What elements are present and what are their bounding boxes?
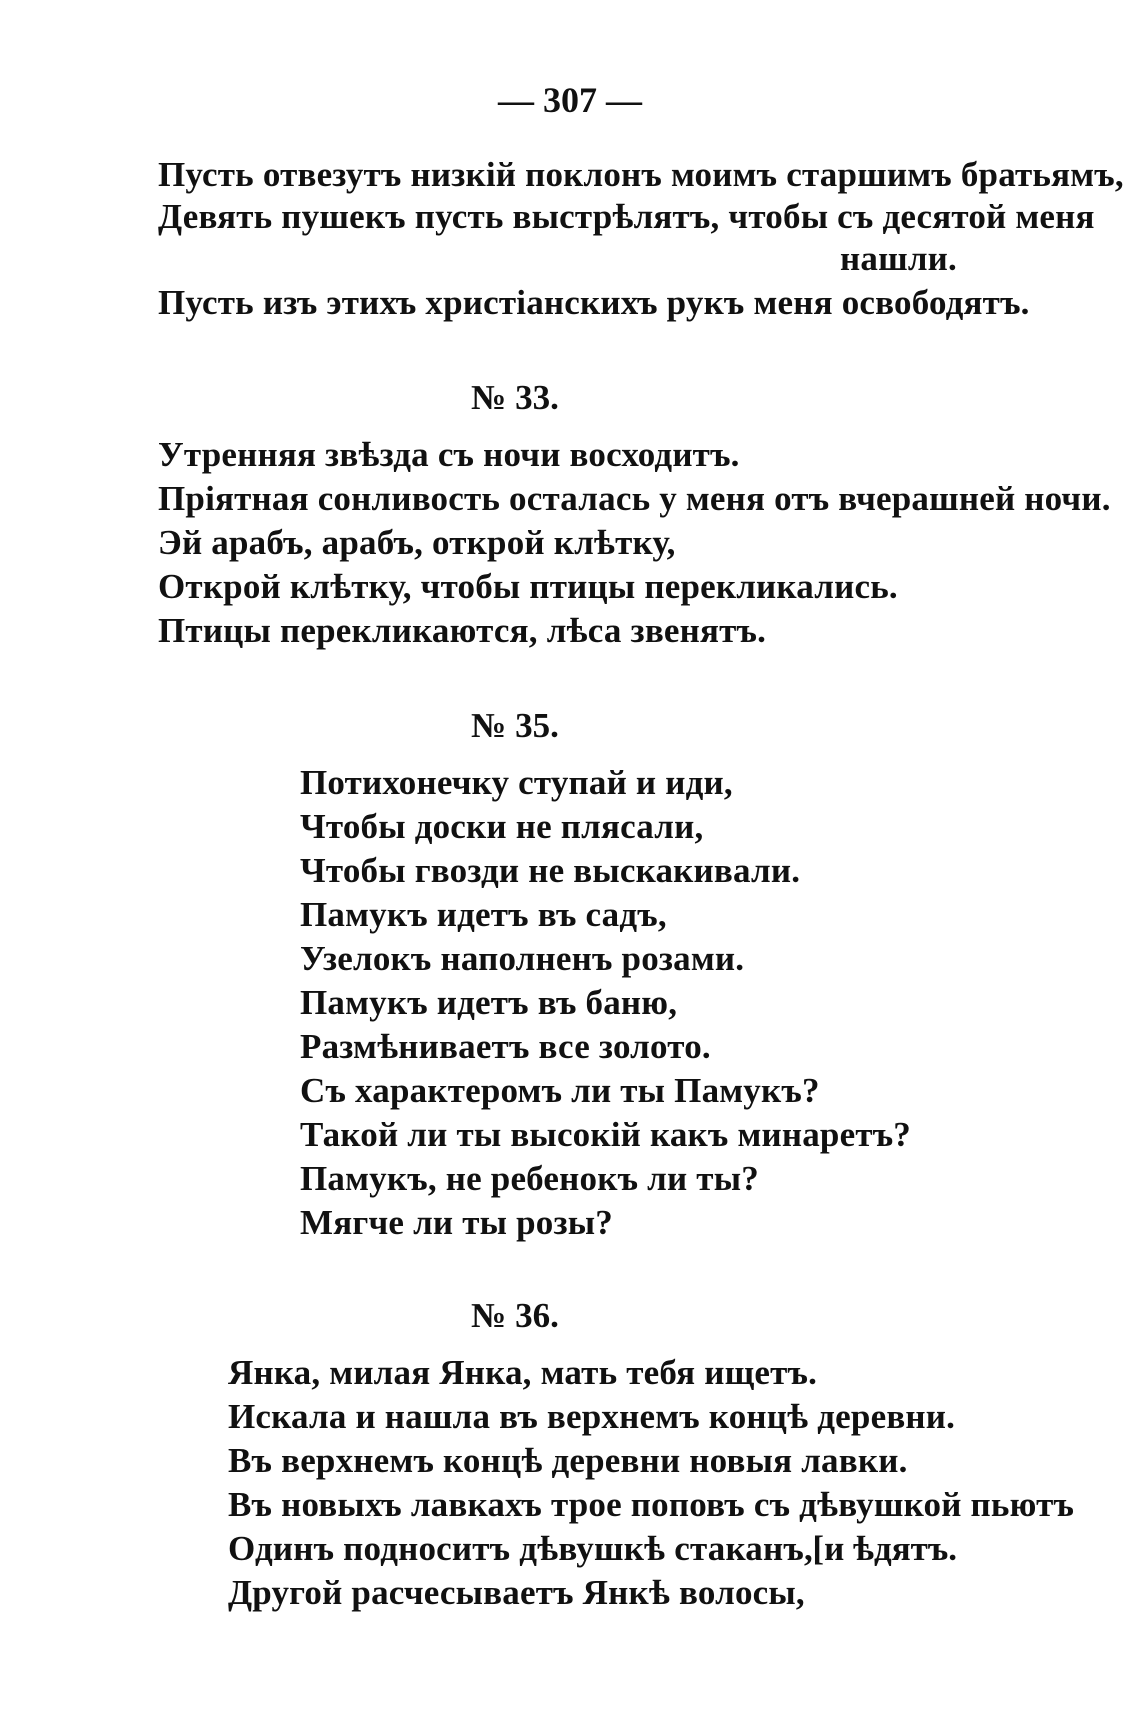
song-35-line: Памукъ идетъ въ садъ, [300, 895, 667, 934]
song-35-line: Памукъ идетъ въ баню, [300, 983, 678, 1022]
song-36-line: Искала и нашла въ верхнемъ концѣ деревни. [228, 1397, 956, 1436]
song-35-line: Памукъ, не ребенокъ ли ты? [300, 1159, 759, 1198]
song-35-line: Съ характеромъ ли ты Памукъ? [300, 1071, 820, 1110]
song-33-line: Утренняя звѣзда съ ночи восходитъ. [158, 435, 740, 474]
song-36-line: Одинъ подноситъ дѣвушкѣ стаканъ, [228, 1529, 813, 1568]
intro-line: Девять пушекъ пусть выстрѣлятъ, чтобы съ десятой меня [158, 197, 1095, 236]
song-heading-36: № 36. [471, 1296, 559, 1335]
intro-line: Пусть изъ этихъ христіанскихъ рукъ меня освободятъ. [158, 283, 1030, 322]
song-35-line: Чтобы доски не плясали, [300, 807, 704, 846]
song-36-line: Въ новыхъ лавкахъ трое поповъ съ дѣвушкой пьютъ [228, 1485, 1075, 1524]
song-33-line: Птицы перекликаются, лѣса звенятъ. [158, 611, 767, 650]
song-35-line: Чтобы гвозди не выскакивали. [300, 851, 801, 890]
intro-line: Пусть отвезутъ низкій поклонъ моимъ старшимъ братьямъ, [158, 155, 1124, 194]
song-33-line: Открой клѣтку, чтобы птицы перекликались. [158, 567, 898, 606]
song-36-line: Въ верхнемъ концѣ деревни новыя лавки. [228, 1441, 908, 1480]
song-36-line: Янка, милая Янка, мать тебя ищетъ. [228, 1353, 818, 1392]
song-36-runover: [и ѣдятъ. [812, 1529, 957, 1568]
song-35-line: Такой ли ты высокій какъ минаретъ? [300, 1115, 912, 1154]
song-35-line: Размѣниваетъ все золото. [300, 1027, 711, 1066]
song-heading-35: № 35. [471, 706, 559, 745]
intro-line-runover: нашли. [840, 239, 957, 278]
song-33-line: Эй арабъ, арабъ, открой клѣтку, [158, 523, 676, 562]
song-35-line: Потихонечку ступай и иди, [300, 763, 733, 802]
song-33-line: Пріятная сонливость осталась у меня отъ вчерашней ночи. [158, 479, 1111, 518]
song-35-line: Узелокъ наполненъ розами. [300, 939, 745, 978]
page-number: — 307 — [498, 80, 642, 120]
song-36-line: Другой расчесываетъ Янкѣ волосы, [228, 1573, 805, 1612]
song-heading-33: № 33. [471, 378, 559, 417]
song-35-line: Мягче ли ты розы? [300, 1203, 613, 1242]
